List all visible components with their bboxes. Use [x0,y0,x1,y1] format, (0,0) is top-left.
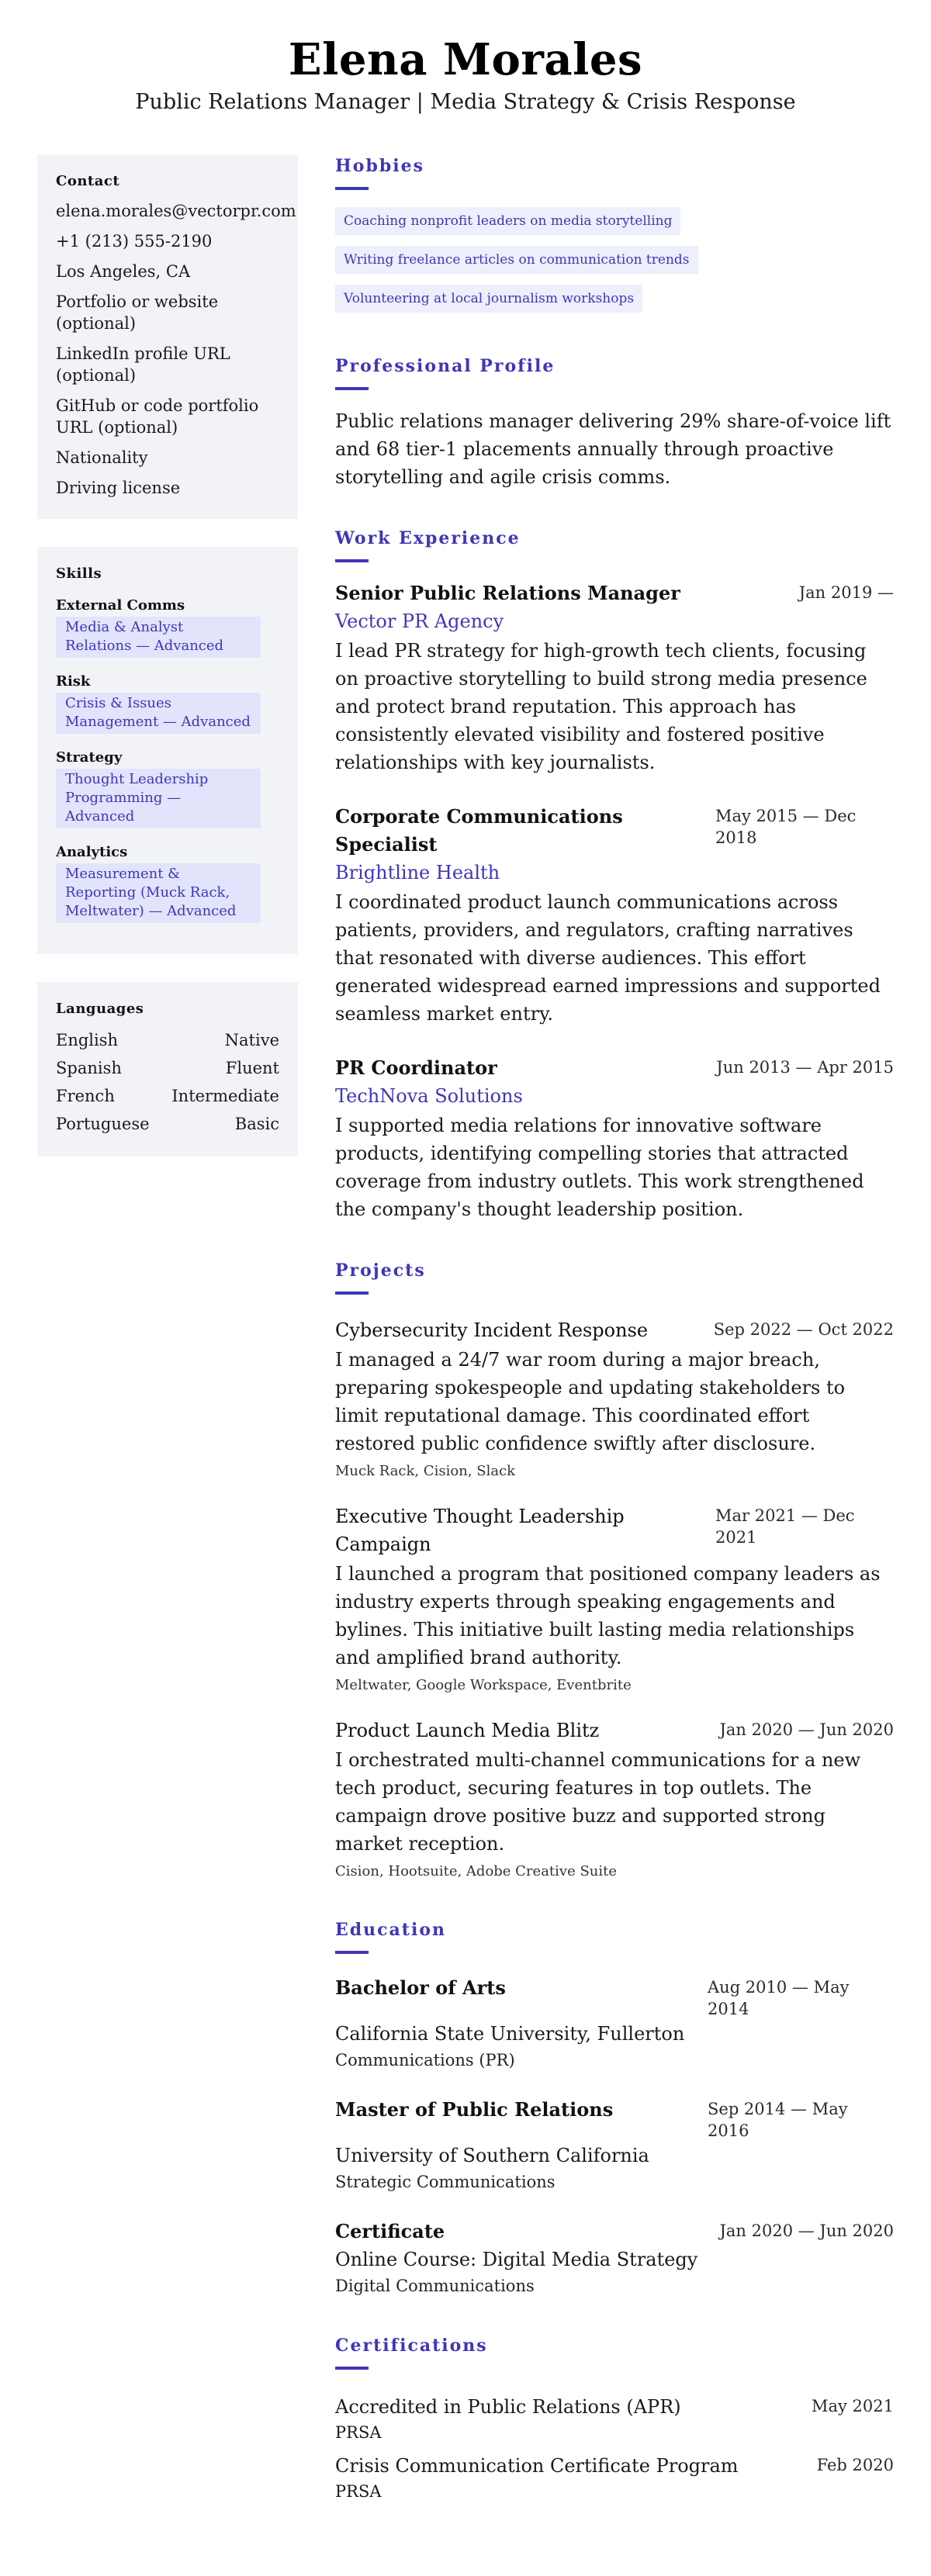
certifications-section [335,2334,894,2503]
project-entry [335,1717,894,1883]
main-column [335,154,894,2539]
certification-name: Crisis Communication Certificate Program [335,2455,739,2477]
hobbies-section [335,154,894,323]
languages-title: Languages [56,1001,144,1017]
experience-entry [335,803,894,1028]
contact-portfolio[interactable]: Portfolio or website (optional) [56,292,219,333]
skills-title: Skills [56,565,102,582]
section-divider [335,187,369,190]
job-dates: May 2015 — Dec 2018 [715,807,857,847]
job-title: Senior Public Relations Manager [335,582,680,604]
section-title: Hobbies [335,156,424,176]
language-level: Native [224,1031,279,1049]
hobby-tag: Coaching nonprofit leaders on media storytelling [335,207,680,235]
section-divider [335,387,369,390]
section-divider [335,559,369,562]
experience-section [335,527,894,1223]
education-entry [335,2218,894,2298]
sidebar [37,154,298,1184]
project-dates: Sep 2022 — Oct 2022 [713,1320,894,1339]
certification-entry [335,2452,894,2503]
project-tools: Meltwater, Google Workspace, Eventbrite [335,1677,632,1693]
school-name: California State University, Fullerton [335,2023,685,2045]
experience-entry [335,1054,894,1223]
degree: Certificate [335,2220,445,2242]
section-divider [335,1951,369,1954]
language-name: Portuguese [56,1115,150,1133]
project-description: I managed a 24/7 war room during a major breach, preparing spokespeople and updating stakeholders to limit reputational damage. This coordinated effort restored public confidence swiftly after disclosure. [335,1349,846,1454]
education-section [335,1918,894,2298]
contact-box [37,154,298,519]
section-divider [335,2367,369,2370]
job-dates: Jun 2013 — Apr 2015 [716,1058,894,1077]
experience-entry [335,579,894,776]
skill-group [56,597,279,658]
field-of-study: Digital Communications [335,2277,535,2295]
skill-group [56,844,279,923]
language-name: French [56,1087,115,1105]
project-name: Executive Thought Leadership Campaign [335,1506,625,1555]
education-dates: Aug 2010 — May 2014 [708,1978,850,2018]
profile-section [335,354,894,491]
profile-summary: Public relations manager delivering 29% share-of-voice lift and 68 tier-1 placements annually through proactive storytelling and agile crisis comms. [335,410,891,488]
language-name: English [56,1031,119,1049]
contact-linkedin[interactable]: LinkedIn profile URL (optional) [56,344,230,385]
skill-category: Risk [56,673,91,690]
degree: Master of Public Relations [335,2098,614,2121]
education-entry [335,2096,894,2194]
language-level: Basic [234,1115,279,1133]
field-of-study: Communications (PR) [335,2051,515,2069]
project-entry [335,1502,894,1696]
field-of-study: Strategic Communications [335,2173,555,2191]
job-dates: Jan 2019 — [798,583,894,602]
skill-chip: Measurement & Reporting (Muck Rack, Meltwater) — Advanced [56,863,261,923]
projects-section [335,1259,894,1883]
hobby-tag: Writing freelance articles on communication trends [335,246,698,274]
skill-chip: Media & Analyst Relations — Advanced [56,617,261,658]
contact-driving-license: Driving license [56,479,181,497]
degree: Bachelor of Arts [335,1976,506,1999]
contact-email[interactable]: elena.morales@vectorpr.com [56,202,296,220]
company-name: Brightline Health [335,862,500,883]
hobby-tag: Volunteering at local journalism workshops [335,285,642,313]
project-description: I launched a program that positioned company leaders as industry experts through speaking engagements and bylines. This initiative built lasting media relationships and amplified brand authority. [335,1563,881,1668]
contact-github[interactable]: GitHub or code portfolio URL (optional) [56,396,259,437]
section-title: Education [335,1920,446,1940]
skill-category: External Comms [56,597,185,614]
skill-group [56,749,279,828]
certification-date: May 2021 [811,2397,894,2415]
language-row [56,1057,279,1079]
job-title: PR Coordinator [335,1056,497,1079]
education-entry [335,1974,894,2073]
skills-box [37,547,298,954]
resume-layout [37,154,894,2539]
school-name: Online Course: Digital Media Strategy [335,2249,698,2270]
certification-issuer: PRSA [335,2423,382,2442]
contact-phone[interactable]: +1 (213) 555-2190 [56,232,213,251]
skill-category: Analytics [56,844,128,860]
certification-date: Feb 2020 [816,2456,894,2474]
job-title: Corporate Communications Specialist [335,805,623,856]
job-description: I coordinated product launch communications across patients, providers, and regulators, crafting narratives that resonated with diverse audiences. This effort generated widespread earned impressions and supported seamless market entry. [335,891,881,1025]
company-name: TechNova Solutions [335,1085,523,1107]
job-description: I supported media relations for innovative software products, identifying compelling stories that attracted coverage from industry outlets. This work strengthened the company's thought leadership position. [335,1115,864,1220]
section-title: Professional Profile [335,356,555,376]
contact-title: Contact [56,173,120,189]
certification-issuer: PRSA [335,2482,382,2501]
project-entry [335,1316,894,1482]
contact-nationality: Nationality [56,448,148,467]
language-row [56,1029,279,1051]
skill-group [56,673,279,734]
project-dates: Jan 2020 — Jun 2020 [719,1720,894,1739]
project-description: I orchestrated multi-channel communications for a new tech product, securing features in top outlets. The campaign drove positive buzz and supported strong market reception. [335,1749,861,1855]
education-dates: Sep 2014 — May 2016 [708,2100,848,2140]
skill-chip: Thought Leadership Programming — Advanced [56,769,261,828]
language-row [56,1085,279,1107]
project-tools: Muck Rack, Cision, Slack [335,1463,516,1479]
certification-name: Accredited in Public Relations (APR) [335,2396,681,2418]
project-tools: Cision, Hootsuite, Adobe Creative Suite [335,1863,618,1879]
certification-entry [335,2393,894,2444]
section-divider [335,1291,369,1295]
school-name: University of Southern California [335,2145,649,2166]
skill-category: Strategy [56,749,123,766]
education-dates: Jan 2020 — Jun 2020 [719,2222,894,2240]
language-name: Spanish [56,1059,122,1077]
languages-box [37,982,298,1157]
section-title: Certifications [335,2336,488,2356]
project-name: Product Launch Media Blitz [335,1720,600,1741]
project-name: Cybersecurity Incident Response [335,1319,649,1341]
candidate-headline: Public Relations Manager | Media Strategy & Crisis Response [135,90,796,114]
language-row [56,1113,279,1135]
job-description: I lead PR strategy for high-growth tech clients, focusing on proactive storytelling to build strong media presence and protect brand reputation. This approach has consistently elevated visibility and fostered positive relationships with key journalists. [335,640,867,773]
section-title: Projects [335,1260,426,1281]
language-level: Intermediate [171,1087,279,1105]
company-name: Vector PR Agency [335,610,504,632]
project-dates: Mar 2021 — Dec 2021 [715,1506,855,1547]
contact-location: Los Angeles, CA [56,262,191,281]
skill-chip: Crisis & Issues Management — Advanced [56,693,261,734]
section-title: Work Experience [335,528,521,548]
resume-header [37,0,894,154]
language-level: Fluent [225,1059,279,1077]
candidate-name: Elena Morales [288,34,643,85]
